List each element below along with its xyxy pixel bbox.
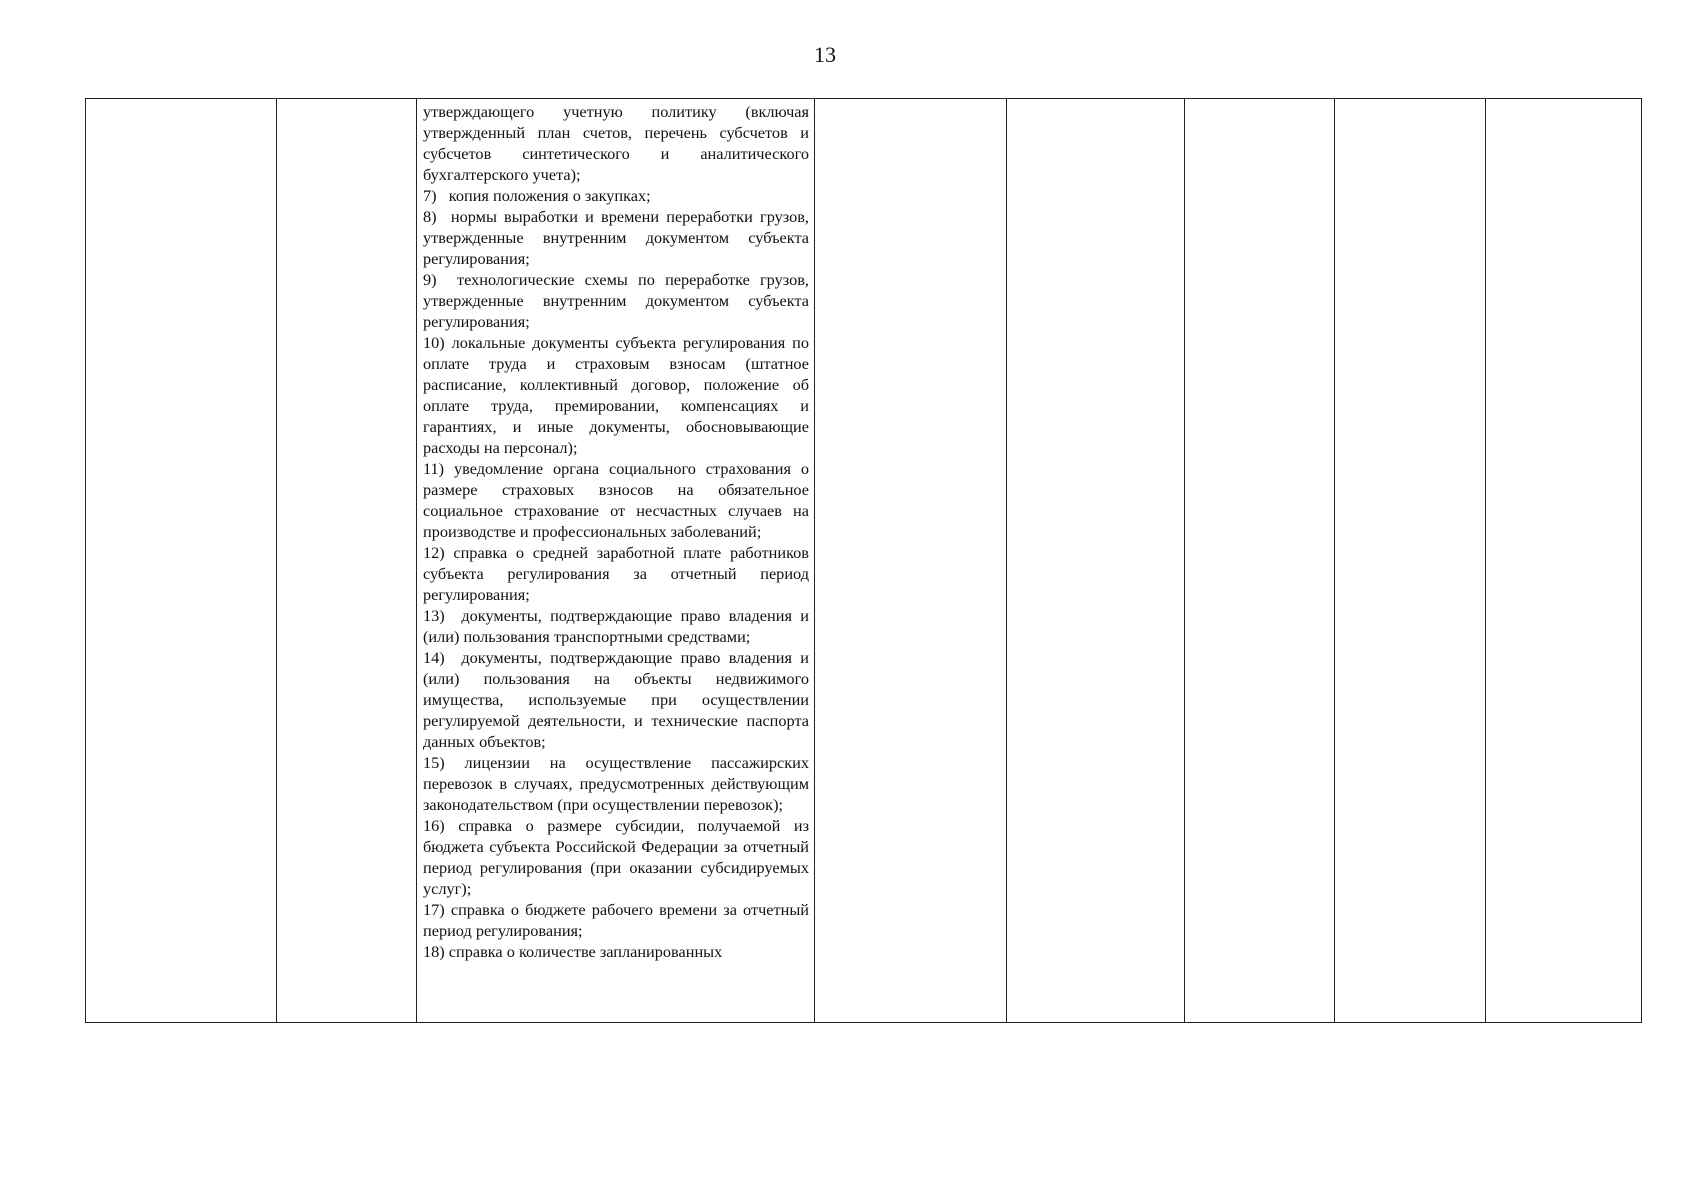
table-row: [86, 99, 1642, 1023]
table-cell-empty-1: [86, 99, 277, 1023]
document-table: [85, 98, 1642, 1023]
table-cell-empty-8: [1486, 99, 1642, 1023]
table-cell-empty-4: [815, 99, 1007, 1023]
list-item: 16) справка о размере субсидии, получаемой из бюджета субъекта Российской Федерации за отчетный период регулирования (при оказании субсидируемых услуг);: [423, 816, 809, 898]
table-cell-empty-6: [1185, 99, 1335, 1023]
page-number: 13: [814, 42, 836, 67]
table-cell-empty-2: [277, 99, 417, 1023]
list-item: 9) технологические схемы по переработке грузов, утвержденные внутренним документом субъекта регулирования;: [423, 270, 809, 331]
list-item: 17) справка о бюджете рабочего времени за отчетный период регулирования;: [423, 900, 809, 940]
list-item: 8) нормы выработки и времени переработки грузов, утвержденные внутренним документом субъекта регулирования;: [423, 207, 809, 268]
list-item: утверждающего учетную политику (включая утвержденный план счетов, перечень субсчетов и субсчетов синтетического и аналитического бухгалтерского учета);: [423, 102, 809, 184]
list-item: 15) лицензии на осуществление пассажирских перевозок в случаях, предусмотренных действующим законодательством (при осуществлении перевозок);: [423, 753, 809, 814]
document-list-cell: [417, 99, 815, 1023]
list-item: 7) копия положения о закупках;: [423, 186, 651, 205]
list-item: 11) уведомление органа социального страхования о размере страховых взносов на обязательное социальное страхование от несчастных случаев на производстве и профессиональных заболеваний;: [423, 459, 809, 541]
list-item: 10) локальные документы субъекта регулирования по оплате труда и страховым взносам (штатное расписание, коллективный договор, положение об оплате труда, премировании, компенсациях и гарантиях, и иные документы, обосновывающие расходы на персонал);: [423, 333, 809, 457]
list-item: 18) справка о количестве запланированных: [423, 942, 723, 961]
table-cell-empty-5: [1007, 99, 1185, 1023]
list-item: 14) документы, подтверждающие право владения и (или) пользования на объекты недвижимого имущества, используемые при осуществлении регулируемой деятельности, и технические паспорта данных объектов;: [423, 648, 809, 751]
list-item: 12) справка о средней заработной плате работников субъекта регулирования за отчетный период регулирования;: [423, 543, 809, 604]
list-item: 13) документы, подтверждающие право владения и (или) пользования транспортными средствами;: [423, 606, 809, 646]
table-cell-empty-7: [1335, 99, 1486, 1023]
